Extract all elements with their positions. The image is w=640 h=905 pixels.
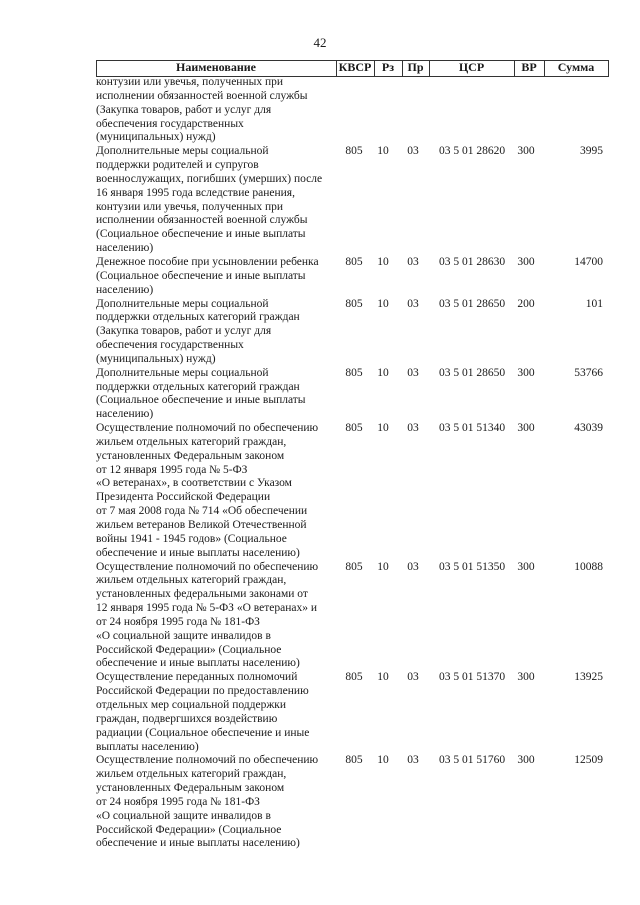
name-line: Российской Федерации» (Социальное [96, 823, 282, 836]
name-line: исполнении обязанностей военной службы [96, 89, 308, 102]
name-line: от 7 мая 2008 года № 714 «Об обеспечении [96, 505, 308, 518]
name-line: контузии или увечья, полученных при [96, 76, 284, 88]
name-line: военнослужащих, погибших (умерших) после [96, 172, 323, 185]
cell-vr: 300 [517, 145, 535, 158]
row-name [96, 671, 332, 754]
name-line: от 12 января 1995 года № 5-ФЗ [96, 463, 248, 476]
table-row [0, 754, 640, 851]
name-line: поддержки отдельных категорий граждан [96, 311, 300, 324]
row-name [96, 256, 332, 298]
name-line: обеспечения государственных [96, 339, 244, 352]
name-line: Осуществление полномочий по обеспечению [96, 754, 319, 767]
name-line: (муниципальных) нужд) [96, 352, 216, 365]
name-line: жильем ветеранов Великой Отечественной [96, 519, 307, 531]
cell-pr: 03 [407, 145, 419, 158]
cell-vr: 300 [517, 366, 535, 379]
cell-vr: 300 [517, 671, 535, 684]
name-line: «О социальной защите инвалидов в [96, 629, 271, 642]
header-name: Наименование [176, 60, 256, 74]
cell-kvsr: 805 [345, 366, 363, 379]
name-line: от 24 ноября 1995 года № 181-ФЗ [96, 615, 260, 628]
cell-pr: 03 [407, 671, 419, 684]
cell-rz: 10 [377, 297, 389, 310]
name-line: 12 января 1995 года № 5-ФЗ «О ветеранах» и [96, 602, 317, 615]
cell-kvsr: 805 [345, 145, 363, 158]
name-line: жильем отдельных категорий граждан, [96, 574, 287, 587]
cell-kvsr: 805 [345, 297, 363, 310]
cell-rz: 10 [377, 754, 389, 767]
name-line: (Социальное обеспечение и иные выплаты [96, 394, 306, 407]
table-row [0, 422, 640, 560]
cell-kvsr: 805 [345, 560, 363, 573]
cell-sum: 12509 [574, 754, 603, 767]
table-row [0, 367, 640, 422]
cell-csr: 03 5 01 51350 [438, 560, 506, 573]
name-line: населению) [96, 283, 154, 296]
name-line: Дополнительные меры социальной [96, 366, 269, 379]
row-name [96, 754, 332, 851]
cell-vr: 300 [517, 422, 535, 435]
name-line: (Социальное обеспечение и иные выплаты [96, 269, 306, 282]
name-line: (Закупка товаров, работ и услуг для [96, 325, 272, 338]
row-name [96, 367, 332, 422]
cell-kvsr: 805 [345, 671, 363, 684]
cell-csr: 03 5 01 28650 [438, 297, 506, 310]
cell-pr: 03 [407, 297, 419, 310]
name-line: граждан, подвергшихся воздействию [96, 712, 278, 725]
cell-pr: 03 [407, 560, 419, 573]
header-sum: Сумма [557, 60, 595, 74]
cell-vr: 300 [517, 255, 535, 268]
cell-sum: 13925 [574, 671, 603, 684]
table-row [0, 298, 640, 367]
name-line: установленных Федеральным законом [96, 782, 285, 795]
cell-vr: 200 [517, 297, 535, 310]
name-line: войны 1941 - 1945 годов» (Социальное [96, 532, 287, 545]
name-line: исполнении обязанностей военной службы [96, 214, 308, 227]
name-line: Российской Федерации по предоставлению [96, 685, 309, 698]
name-line: установленных федеральными законами от [96, 588, 308, 601]
name-line: Дополнительные меры социальной [96, 297, 269, 310]
name-line: поддержки отдельных категорий граждан [96, 380, 300, 393]
table-row [0, 561, 640, 672]
header-vr: ВР [521, 60, 537, 74]
cell-rz: 10 [377, 255, 389, 268]
name-line: Осуществление полномочий по обеспечению [96, 560, 319, 573]
cell-pr: 03 [407, 754, 419, 767]
name-line: 16 января 1995 года вследствие ранения, [96, 186, 295, 199]
cell-sum: 3995 [580, 145, 603, 158]
header-rz: Рз [381, 60, 395, 74]
cell-pr: 03 [407, 422, 419, 435]
name-line: поддержки родителей и супругов [96, 159, 259, 172]
name-line: обеспечения государственных [96, 117, 244, 130]
cell-rz: 10 [377, 145, 389, 158]
name-line: (Социальное обеспечение и иные выплаты [96, 228, 306, 241]
table-header [96, 60, 609, 76]
cell-sum: 101 [585, 297, 603, 310]
name-line: «О социальной защите инвалидов в [96, 809, 271, 822]
name-line: населению) [96, 242, 154, 255]
cell-csr: 03 5 01 28650 [438, 366, 506, 379]
name-line: обеспечение и иные выплаты населению) [96, 546, 300, 559]
cell-vr: 300 [517, 754, 535, 767]
row-name [96, 422, 332, 560]
cell-rz: 10 [377, 671, 389, 684]
row-name [96, 145, 332, 256]
cell-kvsr: 805 [345, 422, 363, 435]
cell-csr: 03 5 01 51370 [438, 671, 506, 684]
name-line: «О ветеранах», в соответствии с Указом [96, 477, 292, 490]
header-csr: ЦСР [458, 60, 485, 74]
cell-pr: 03 [407, 255, 419, 268]
cell-sum: 43039 [574, 422, 603, 435]
name-line: от 24 ноября 1995 года № 181-ФЗ [96, 795, 260, 808]
name-line: выплаты населению) [96, 740, 199, 753]
table-row [0, 671, 640, 754]
table-body [0, 76, 640, 851]
cell-rz: 10 [377, 560, 389, 573]
name-line: радиации (Социальное обеспечение и иные [96, 726, 310, 739]
name-line: жильем отдельных категорий граждан, [96, 768, 287, 781]
name-line: (Закупка товаров, работ и услуг для [96, 103, 272, 116]
name-line: Денежное пособие при усыновлении ребенка [96, 255, 319, 268]
name-line: населению) [96, 408, 154, 421]
name-line: контузии или увечья, полученных при [96, 200, 284, 213]
name-line: обеспечение и иные выплаты населению) [96, 657, 300, 670]
name-line: Осуществление переданных полномочий [96, 671, 298, 684]
name-line: жильем отдельных категорий граждан, [96, 435, 287, 448]
table-row [0, 76, 640, 145]
table-row [0, 145, 640, 256]
name-line: обеспечение и иные выплаты населению) [96, 837, 300, 850]
cell-sum: 10088 [574, 560, 603, 573]
cell-csr: 03 5 01 51760 [438, 754, 506, 767]
cell-vr: 300 [517, 560, 535, 573]
cell-rz: 10 [377, 422, 389, 435]
name-line: Российской Федерации» (Социальное [96, 643, 282, 656]
row-name [96, 561, 332, 672]
name-line: Дополнительные меры социальной [96, 145, 269, 158]
cell-rz: 10 [377, 366, 389, 379]
cell-csr: 03 5 01 51340 [438, 422, 506, 435]
page-number: 42 [313, 35, 327, 50]
name-line: Осуществление полномочий по обеспечению [96, 422, 319, 435]
name-line: установленных Федеральным законом [96, 449, 285, 462]
cell-csr: 03 5 01 28630 [438, 255, 506, 268]
table-row [0, 256, 640, 298]
header-kvsr: КВСР [338, 60, 372, 74]
cell-kvsr: 805 [345, 754, 363, 767]
name-line: отдельных мер социальной поддержки [96, 698, 287, 711]
name-line: Президента Российской Федерации [96, 491, 271, 504]
cell-sum: 53766 [574, 366, 603, 379]
row-name [96, 76, 332, 145]
cell-sum: 14700 [574, 255, 603, 268]
row-name [96, 298, 332, 367]
name-line: (муниципальных) нужд) [96, 131, 216, 144]
cell-kvsr: 805 [345, 255, 363, 268]
header-pr: Пр [407, 60, 424, 74]
cell-pr: 03 [407, 366, 419, 379]
cell-csr: 03 5 01 28620 [438, 145, 506, 158]
